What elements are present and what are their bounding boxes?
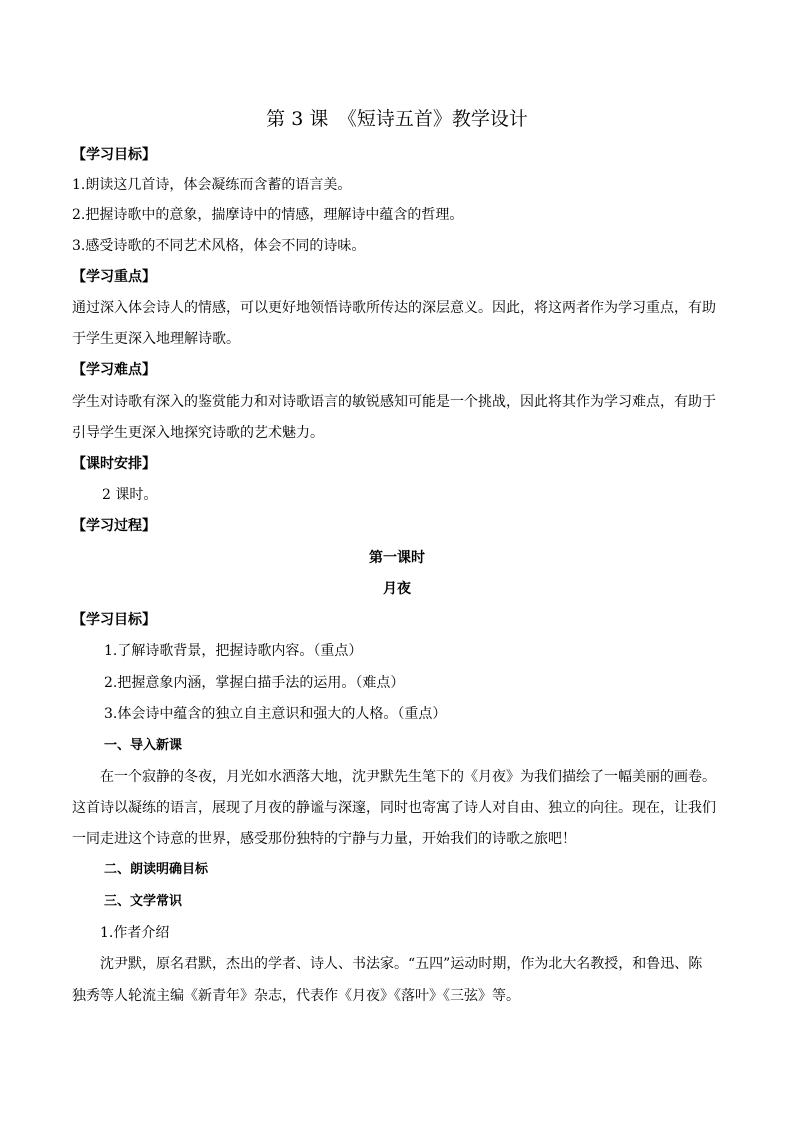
section-intro: 一、导入新课 [104,738,183,753]
heading-schedule: 【课时安排】 [72,456,156,472]
poem-title-yueye: 月夜 [383,581,411,597]
focus-text-2: 于学生更深入地理解诗歌。 [72,331,240,347]
intro-text-3: 一同走进这个诗意的世界，感受那份独特的宁静与力量，开始我们的诗歌之旅吧！ [72,831,576,847]
objective-2: 2.把握诗歌中的意象，揣摩诗中的情感，理解诗中蕴含的哲理。 [72,207,464,223]
heading-process: 【学习过程】 [72,518,156,534]
heading-objectives: 【学习目标】 [72,147,156,163]
heading-focus: 【学习重点】 [72,269,156,285]
difficulty-text-1: 学生对诗歌有深入的鉴赏能力和对诗歌语言的敏锐感知可能是一个挑战，因此将其作为学习难点，有助于 [72,394,716,410]
lesson-objective-2: 2.把握意象内涵，掌握白描手法的运用。（难点） [104,675,405,691]
author-text-1: 沈尹默，原名君默，杰出的学者、诗人、书法家。“五四”运动时期，作为北大名教授，和鲁迅、陈 [100,956,703,972]
focus-text-1: 通过深入体会诗人的情感，可以更好地领悟诗歌所传达的深层意义。因此，将这两者作为学习重点，有助 [72,300,716,316]
section-literature: 三、文学常识 [104,894,183,909]
schedule-text: 2 课时。 [102,487,158,503]
intro-text-2: 这首诗以凝练的语言，展现了月夜的静谧与深邃，同时也寄寓了诗人对自由、独立的向往。现在，让我们 [72,800,716,816]
intro-text-1: 在一个寂静的冬夜，月光如水洒落大地，沈尹默先生笔下的《月夜》为我们描绘了一幅美丽的画卷。 [100,769,716,785]
heading-objectives-2: 【学习目标】 [72,612,156,628]
lesson-objective-1: 1.了解诗歌背景，把握诗歌内容。（重点） [104,643,363,659]
difficulty-text-2: 引导学生更深入地探究诗歌的艺术魅力。 [72,425,324,441]
author-text-2: 独秀等人轮流主编《新青年》杂志，代表作《月夜》《落叶》《三弦》等。 [72,988,520,1004]
page-title: 第 3 课 《短诗五首》教学设计 [266,108,528,130]
objective-3: 3.感受诗歌的不同艺术风格，体会不同的诗味。 [72,238,366,254]
section-reading: 二、朗读明确目标 [104,862,209,877]
heading-difficulty: 【学习难点】 [72,362,156,378]
objective-1: 1.朗读这几首诗，体会凝练而含蓄的语言美。 [72,177,352,193]
lesson-objective-3: 3.体会诗中蕴含的独立自主意识和强大的人格。（重点） [104,706,447,722]
lesson-one-heading: 第一课时 [369,550,425,566]
subsection-author: 1.作者介绍 [100,925,170,941]
